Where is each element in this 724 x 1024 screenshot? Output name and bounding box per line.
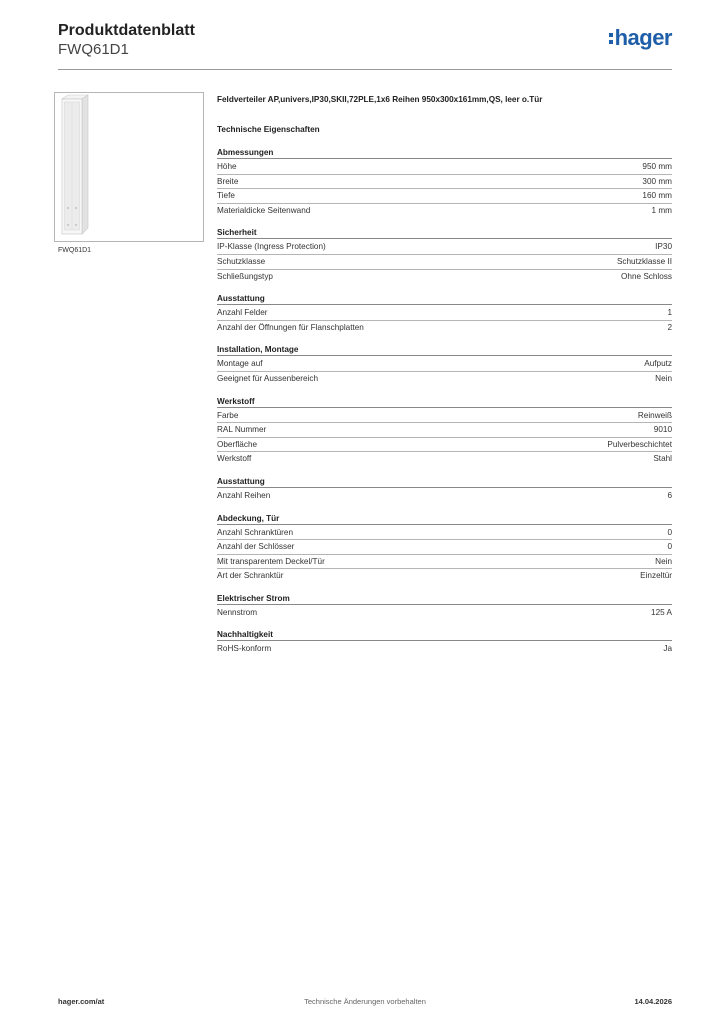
hager-logo [609, 26, 672, 50]
property-label: RAL Nummer [217, 425, 267, 435]
property-label: Anzahl Schranktüren [217, 527, 294, 537]
property-label: Farbe [217, 410, 239, 420]
property-row [217, 175, 672, 190]
property-value: 125 A [651, 607, 672, 617]
property-row [217, 423, 672, 438]
property-value: Ja [663, 644, 672, 654]
property-label: Anzahl Reihen [217, 490, 271, 500]
property-label: Breite [217, 176, 239, 186]
property-section [217, 476, 672, 504]
section-title: Elektrischer Strom [217, 593, 672, 605]
property-label: Nennstrom [217, 607, 258, 617]
section-title: Abdeckung, Tür [217, 513, 672, 525]
property-value: 160 mm [642, 191, 672, 201]
property-value: 6 [667, 490, 672, 500]
property-row [217, 452, 672, 467]
article-number: FWQ61D1 [58, 41, 129, 58]
property-value: Schutzklasse II [616, 256, 672, 266]
property-row [217, 270, 672, 285]
logo-dots-icon [609, 33, 613, 44]
logo-text: hager [614, 25, 672, 50]
property-row [217, 240, 672, 255]
property-value: 950 mm [642, 162, 672, 171]
property-section [217, 344, 672, 386]
section-title: Ausstattung [217, 476, 672, 488]
property-value: Ohne Schloss [621, 271, 672, 281]
property-label: Geeignet für Aussenbereich [217, 373, 319, 383]
footer-date: 14.04.2026 [634, 997, 672, 1006]
property-section [217, 593, 672, 621]
section-title: Nachhaltigkeit [217, 629, 672, 641]
property-row [217, 540, 672, 555]
section-title: Installation, Montage [217, 344, 672, 356]
property-label: Materialdicke Seitenwand [217, 205, 311, 215]
property-row [217, 606, 672, 621]
distribution-cabinet-image [55, 93, 203, 241]
property-row [217, 409, 672, 424]
property-row [217, 255, 672, 270]
property-row [217, 306, 672, 321]
property-label: Anzahl der Öffnungen für Flanschplatten [217, 322, 364, 332]
property-row [217, 526, 672, 541]
property-label: Mit transparentem Deckel/Tür [217, 556, 325, 566]
property-row [217, 555, 672, 570]
section-title: Werkstoff [217, 396, 672, 408]
property-value: Aufputz [644, 359, 672, 369]
property-label: IP-Klasse (Ingress Protection) [217, 242, 326, 252]
property-value: 9010 [653, 425, 672, 435]
property-value: 0 [667, 527, 672, 537]
product-image [54, 92, 204, 242]
property-section [217, 629, 672, 657]
properties-list [217, 147, 672, 657]
property-value: Nein [655, 556, 672, 566]
property-section [217, 513, 672, 584]
property-row [217, 321, 672, 336]
property-row [217, 204, 672, 219]
property-row [217, 160, 672, 175]
image-caption: FWQ61D1 [58, 247, 92, 254]
property-label: Montage auf [217, 359, 263, 369]
property-row [217, 489, 672, 504]
property-value: Reinweiß [637, 410, 672, 420]
property-value: Pulverbeschichtet [607, 439, 672, 449]
property-row [217, 357, 672, 372]
property-label: Art der Schranktür [217, 571, 284, 581]
product-description: Feldverteiler AP,univers,IP30,SKII,72PLE,1x6 Reihen 950x300x161mm,QS, leer o.Tür [217, 95, 543, 104]
property-label: Tiefe [217, 191, 235, 201]
product-details [217, 95, 672, 666]
technical-properties-heading: Technische Eigenschaften [217, 125, 320, 134]
property-section [217, 147, 672, 218]
property-label: RoHS-konform [217, 644, 272, 654]
property-label: Oberfläche [217, 439, 258, 449]
property-value: 1 mm [651, 205, 672, 215]
property-value: 2 [667, 322, 672, 332]
property-row [217, 569, 672, 584]
property-row [217, 372, 672, 387]
property-value: 300 mm [642, 176, 672, 186]
footer-disclaimer: Technische Änderungen vorbehalten [304, 997, 426, 1006]
section-title: Sicherheit [217, 227, 672, 239]
property-row [217, 189, 672, 204]
property-section [217, 396, 672, 467]
property-section [217, 293, 672, 335]
property-label: Anzahl Felder [217, 308, 268, 318]
property-value: 1 [667, 308, 672, 318]
property-section [217, 227, 672, 284]
property-value: 0 [667, 542, 672, 552]
property-label: Werkstoff [217, 454, 252, 464]
property-value: Nein [655, 373, 672, 383]
property-value: IP30 [655, 242, 672, 252]
page-header [58, 22, 672, 70]
property-label: Schutzklasse [217, 256, 266, 266]
property-label: Anzahl der Schlösser [217, 542, 295, 552]
property-row [217, 438, 672, 453]
footer-website: hager.com/at [58, 997, 105, 1006]
property-value: Stahl [653, 454, 672, 464]
property-row [217, 642, 672, 657]
property-label: Höhe [217, 162, 237, 171]
section-title: Abmessungen [217, 147, 672, 159]
property-value: Einzeltür [640, 571, 672, 581]
document-title: Produktdatenblatt [58, 22, 195, 39]
section-title: Ausstattung [217, 293, 672, 305]
property-label: Schließungstyp [217, 271, 273, 281]
